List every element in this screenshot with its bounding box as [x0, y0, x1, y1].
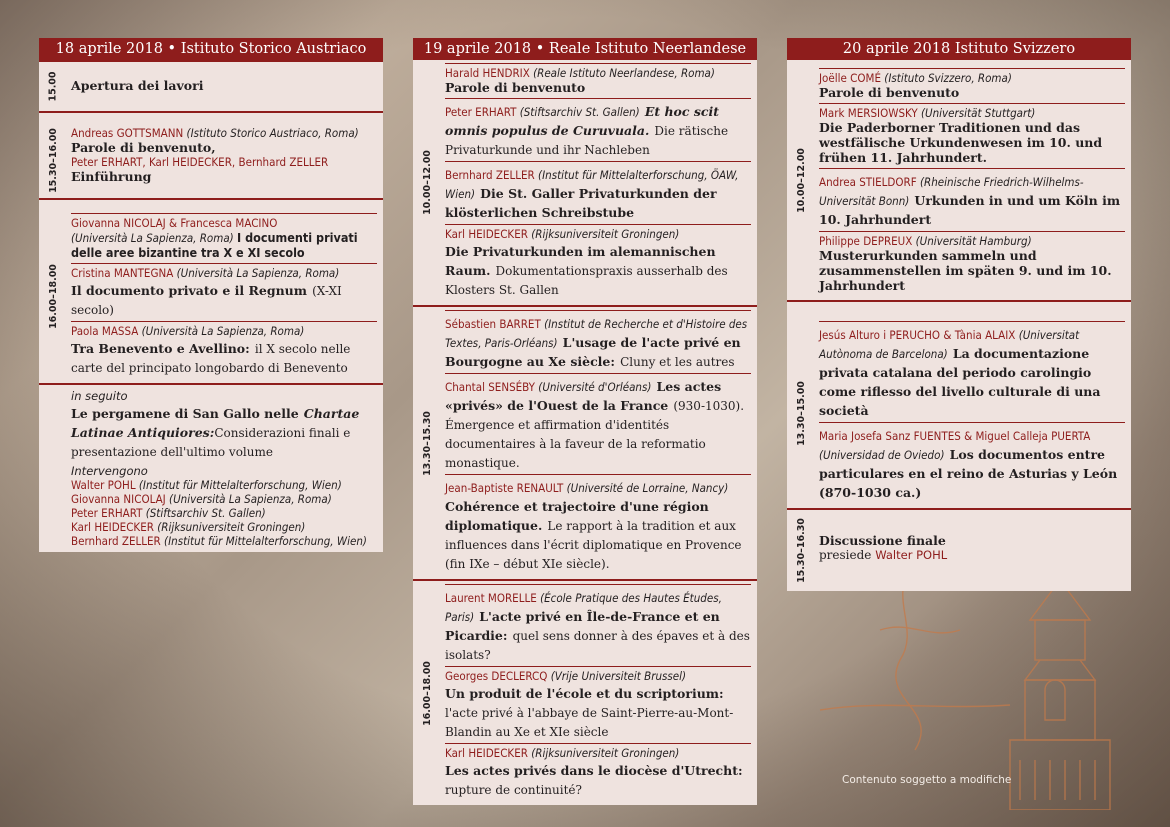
- day2-column: [413, 38, 757, 805]
- speaker-name: Giovanna NICOLAJ: [71, 492, 166, 506]
- talk-title: Parole di benvenuto: [445, 80, 586, 95]
- talk-description: quel sens donner à des épaves et à des isolats?: [445, 629, 750, 662]
- speaker-name: Peter ERHART: [445, 105, 517, 119]
- talk-title: Die Paderborner Traditionen und das westfälische Urkundenwesen im 10. und frühen 11. Jahrhundert.: [819, 120, 1103, 165]
- day1-slot-round-table: [39, 383, 383, 552]
- speaker-name: Karl HEIDECKER: [445, 227, 528, 241]
- speaker-name: Walter POHL: [875, 548, 948, 562]
- speaker-name: Karl HEIDECKER: [445, 746, 528, 760]
- speaker-name: Laurent MORELLE: [445, 591, 537, 605]
- talk-title: Parole di benvenuto: [819, 85, 960, 100]
- talk-title: Die St. Galler Privaturkunden der klösterlichen Schreibstube: [445, 186, 717, 220]
- talk-item: [71, 263, 377, 321]
- speaker-affiliation: (Università La Sapienza, Roma): [169, 492, 332, 506]
- speaker-affiliation: (Stiftsarchiv St. Gallen): [145, 506, 266, 520]
- talk-title: Tra Benevento e Avellino:: [71, 341, 250, 356]
- talk-item: [445, 666, 751, 743]
- talk-item: [819, 422, 1125, 504]
- speaker-name: Jesús Alturo i PERUCHO & Tània ALAIX: [819, 328, 1016, 342]
- talk-item: [445, 474, 751, 575]
- talk-item: [445, 584, 751, 666]
- time-label: 15.30–16.00: [47, 128, 59, 193]
- talk-description: l'acte privé à l'abbaye de Saint-Pierre-au-Mont-Blandin au Xe et XIe siècle: [445, 706, 734, 739]
- intervengono-label: Intervengono: [71, 464, 148, 478]
- talk-description: Considerazioni finali e presentazione dell'ultimo volume: [71, 426, 351, 459]
- speaker-affiliation: (École Pratique des Hautes Études, Paris): [445, 591, 722, 624]
- talk-item: [819, 103, 1125, 168]
- talk-item: [445, 98, 751, 161]
- speaker-affiliation: (Universitat Autònoma de Barcelona): [819, 328, 1080, 361]
- speaker-name: Paola MASSA: [71, 324, 139, 338]
- speaker-affiliation: (Istituto Storico Austriaco, Roma): [186, 126, 359, 140]
- time-label: 16.00–18.00: [47, 264, 59, 329]
- day1-header: 18 aprile 2018 • Istituto Storico Austriaco: [39, 38, 383, 60]
- opening-title: Apertura dei lavori: [71, 78, 204, 93]
- day3-header: 20 aprile 2018 Istituto Svizzero: [787, 38, 1131, 60]
- speaker-affiliation: (Université d'Orléans): [538, 380, 652, 394]
- speaker-affiliation: (Università La Sapienza, Roma): [141, 324, 305, 338]
- talk-title: Urkunden in und um Köln im 10. Jahrhundert: [819, 193, 1121, 227]
- speaker-affiliation: (Rijksuniversiteit Groningen): [157, 520, 306, 534]
- speaker-affiliation: (Università La Sapienza, Roma): [71, 231, 234, 245]
- day2-slot-morning: [413, 60, 757, 305]
- talk-description: Die rätische Privaturkunde und ihr Nachleben: [445, 124, 729, 157]
- talk-title: Die Privaturkunden im alemannischen Raum.: [445, 244, 716, 278]
- talk-item: [819, 68, 1125, 103]
- church-sketch-illustration: [820, 560, 1150, 810]
- speaker-name: Karl HEIDECKER: [71, 520, 154, 534]
- speaker-name: Walter POHL: [71, 478, 136, 492]
- talk-title: Il documento privato e il Regnum: [71, 283, 307, 298]
- time-label: 15.30–16.30: [795, 518, 807, 583]
- talk-item: [445, 63, 751, 98]
- talk-title: La documentazione privata catalana del periodo carolingio come riflesso del livello culturale di una società: [819, 346, 1101, 418]
- in-seguito-label: in seguito: [71, 389, 128, 403]
- speaker-name: Maria Josefa Sanz FUENTES & Miguel Calleja PUERTA: [819, 429, 1091, 443]
- day1-column: [39, 38, 383, 552]
- day2-slot-late-afternoon: [413, 579, 757, 805]
- talk-title: I documenti privati delle aree bizantine tra X e XI secolo: [71, 230, 358, 260]
- talk-description: Le rapport à la tradition et aux influences dans l'écrit diplomatique en Provence (fin IXe – début XIe siècle).: [445, 519, 742, 571]
- talk-title-italic: Chartae Latinae Antiquiores:: [71, 406, 360, 440]
- day1-slot-afternoon: [39, 210, 383, 383]
- talk-title: Los documentos entre particulares en el reino de Asturias y León (870-1030 ca.): [819, 447, 1118, 500]
- talk-description: (930-1030). Émergence et affirmation d'identités documentaires à la faveur de la reformatio monastique.: [445, 399, 745, 470]
- speaker-name: Bernhard ZELLER: [71, 534, 161, 548]
- day3-column: [787, 38, 1131, 591]
- talk-description: il X secolo nelle carte del principato longobardo di Benevento: [71, 342, 351, 375]
- speaker-affiliation: (Rheinische Friedrich-Wilhelms-Universität Bonn): [819, 175, 1084, 208]
- day3-slot-afternoon: [787, 318, 1131, 508]
- day1-slot-welcome: [39, 123, 383, 198]
- time-label: 15.00: [47, 71, 59, 102]
- speaker-name: Bernhard ZELLER: [445, 168, 535, 182]
- speaker-affiliation: (Rijksuniversiteit Groningen): [531, 746, 680, 760]
- speaker-affiliation: (Universität Hamburg): [915, 234, 1032, 248]
- talk-title: Le pergamene di San Gallo nelle: [71, 406, 299, 421]
- speaker-name: Andreas GOTTSMANN: [71, 126, 184, 140]
- talk-item: [819, 231, 1125, 296]
- talk-item: [819, 321, 1125, 422]
- speaker-affiliation: (Stiftsarchiv St. Gallen): [519, 105, 640, 119]
- talk-title: Cohérence et trajectoire d'une région diplomatique.: [445, 499, 709, 533]
- talk-description: rupture de continuité?: [445, 783, 582, 797]
- footer-note: Contenuto soggetto a modifiche: [842, 774, 1012, 786]
- speaker-affiliation: (Universität Stuttgart): [921, 106, 1036, 120]
- talk-title: L'usage de l'acte privé en Bourgogne au Xe siècle:: [445, 335, 741, 369]
- time-label: 13.30–15.30: [421, 410, 433, 476]
- speaker-affiliation: (Vrije Universiteit Brussel): [550, 669, 687, 683]
- speaker-name: Cristina MANTEGNA: [71, 266, 174, 280]
- speaker-name: Philippe DEPREUX: [819, 234, 913, 248]
- speaker-affiliation: (Universidad de Oviedo): [819, 448, 945, 462]
- speaker-name: Giovanna NICOLAJ & Francesca MACINO: [71, 216, 278, 230]
- talk-title: Einführung: [71, 169, 152, 184]
- talk-description: (X-XI secolo): [71, 284, 342, 317]
- day2-slot-early-afternoon: [413, 305, 757, 579]
- day3-slot-morning: [787, 60, 1131, 300]
- speaker-name: Jean-Baptiste RENAULT: [445, 481, 564, 495]
- speaker-name: Georges DECLERCQ: [445, 669, 548, 683]
- talk-title: Un produit de l'école et du scriptorium:: [445, 686, 724, 701]
- talk-title: Parole di benvenuto,: [71, 140, 216, 155]
- speaker-name: Chantal SENSÉBY: [445, 380, 535, 394]
- talk-item: [71, 321, 377, 379]
- speaker-name: Sébastien BARRET: [445, 317, 541, 331]
- talk-item: [71, 213, 377, 263]
- presiede-label: presiede: [819, 548, 872, 562]
- time-label: 16.00–18.00: [421, 660, 433, 726]
- talk-title: Musterurkunden sammeln und zusammenstellen im späten 9. und im 10. Jahrhundert: [819, 248, 1112, 293]
- talk-title: Les actes privés dans le diocèse d'Utrecht:: [445, 763, 743, 778]
- day3-slot-final: [787, 508, 1131, 591]
- speaker-name: Peter ERHART: [71, 506, 143, 520]
- speaker-affiliation: (Institut für Mittelalterforschung, Wien): [164, 534, 367, 548]
- time-label: 10.00–12.00: [795, 147, 807, 213]
- speaker-name: Joëlle COMÉ: [819, 71, 881, 85]
- speaker-names: Peter ERHART, Karl HEIDECKER, Bernhard ZELLER: [71, 155, 329, 169]
- talk-title: Et hoc scit omnis populus de Curuvuala.: [445, 104, 720, 138]
- talk-item: [445, 743, 751, 801]
- talk-item: [445, 161, 751, 224]
- speaker-name: Andrea STIELDORF: [819, 175, 917, 189]
- time-label: 10.00–12.00: [421, 150, 433, 215]
- talk-title: L'acte privé en Île-de-France et en Picardie:: [445, 609, 720, 643]
- talk-item: [445, 310, 751, 373]
- speaker-affiliation: (Università La Sapienza, Roma): [176, 266, 340, 280]
- speaker-affiliation: (Istituto Svizzero, Roma): [884, 71, 1012, 85]
- speaker-affiliation: (Reale Istituto Neerlandese, Roma): [533, 66, 715, 80]
- time-label: 13.30–15.00: [795, 380, 807, 446]
- speaker-affiliation: (Institut für Mittelalterforschung, ÖAW, Wien): [445, 168, 739, 201]
- day1-slot-opening: [39, 60, 383, 111]
- talk-description: Cluny et les autres: [620, 355, 735, 369]
- speaker-name: Mark MERSIOWSKY: [819, 106, 918, 120]
- speaker-name: Harald HENDRIX: [445, 66, 530, 80]
- talk-item: [445, 224, 751, 301]
- speaker-affiliation: (Institut für Mittelalterforschung, Wien): [138, 478, 342, 492]
- speaker-affiliation: (Institut de Recherche et d'Histoire des Textes, Paris-Orléans): [445, 317, 748, 350]
- talk-title: Les actes «privés» de l'Ouest de la France: [445, 379, 722, 413]
- speaker-affiliation: (Rijksuniversiteit Groningen): [531, 227, 680, 241]
- talk-item: [819, 168, 1125, 231]
- speaker-affiliation: (Université de Lorraine, Nancy): [566, 481, 729, 495]
- talk-description: Dokumentationspraxis ausserhalb des Klosters St. Gallen: [445, 264, 728, 297]
- day2-header: 19 aprile 2018 • Reale Istituto Neerlandese: [413, 38, 757, 60]
- talk-title: Discussione finale: [819, 533, 946, 548]
- talk-item: [445, 373, 751, 474]
